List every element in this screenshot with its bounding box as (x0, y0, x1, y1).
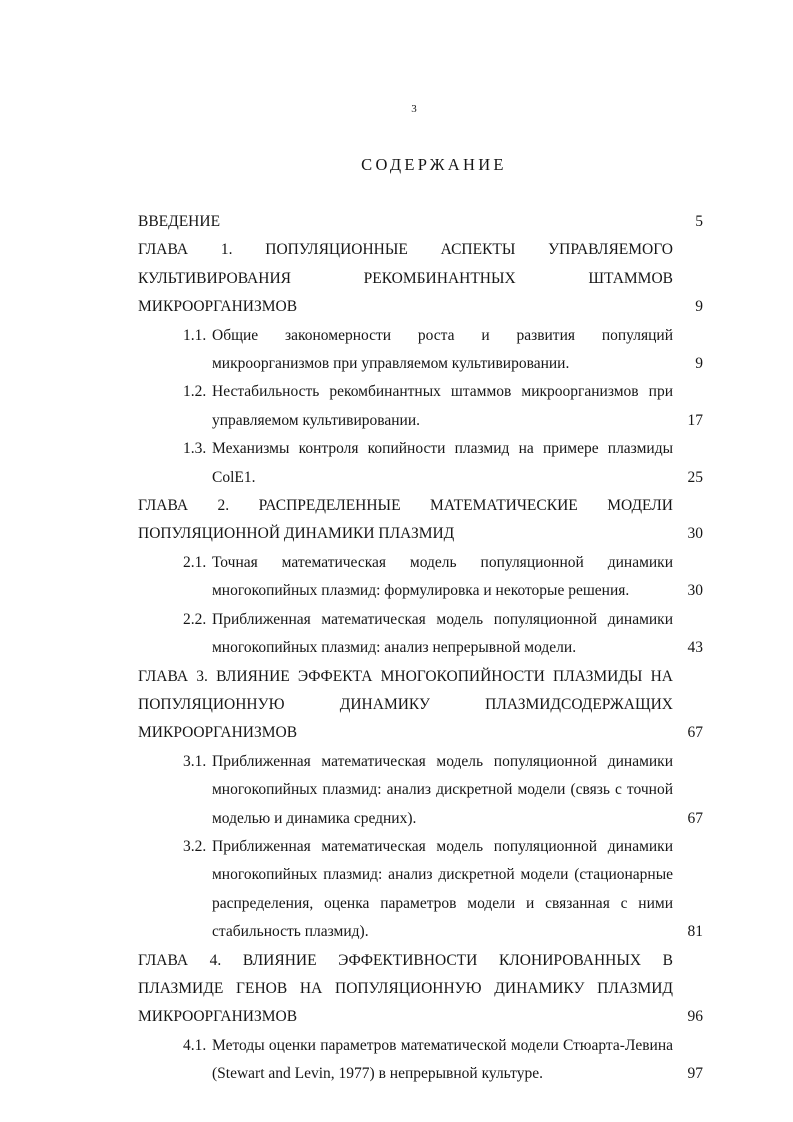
toc-entry-section-2-1 (0, 549, 793, 606)
toc-entry-number: 4.1. (183, 1036, 207, 1054)
toc-entry-chapter-3 (0, 663, 793, 748)
toc-entry-text: Приближенная математическая модель популяционной динамики многокопийных плазмид: анализ непрерывной модели. (212, 610, 673, 657)
toc-entry-page: 67 (687, 724, 703, 742)
toc-entry-page: 25 (687, 468, 703, 486)
toc-entry-text: Приближенная математическая модель популяционной динамики многокопийных плазмид: анализ дискретной модели (стационарные распределения, оценка параметров модели и связанная с ними стабильность плазмид). (212, 837, 673, 941)
table-of-contents (0, 208, 793, 1089)
toc-entry-number: 1.3. (183, 440, 207, 458)
toc-entry-page: 81 (687, 923, 703, 941)
toc-entry-text: Общие закономерности роста и развития популяций микроорганизмов при управляемом культивировании. (212, 326, 673, 373)
toc-entry-text: ГЛАВА 2. РАСПРЕДЕЛЕННЫЕ МАТЕМАТИЧЕСКИЕ МОДЕЛИ ПОПУЛЯЦИОННОЙ ДИНАМИКИ ПЛАЗМИД (138, 497, 673, 543)
toc-entry-page: 67 (687, 809, 703, 827)
toc-entry-text: ГЛАВА 1. ПОПУЛЯЦИОННЫЕ АСПЕКТЫ УПРАВЛЯЕМОГО КУЛЬТИВИРОВАНИЯ РЕКОМБИНАНТНЫХ ШТАММОВ МИКРООРГАНИЗМОВ (138, 241, 673, 316)
toc-entry-page: 30 (687, 525, 703, 543)
toc-entry-section-3-1 (0, 748, 793, 833)
toc-entry-page: 17 (687, 411, 703, 429)
toc-entry-text: Приближенная математическая модель популяционной динамики многокопийных плазмид: анализ дискретной модели (связь с точной моделью и динамика средних). (212, 752, 673, 827)
toc-entry-page: 97 (687, 1065, 703, 1083)
toc-entry-page: 5 (695, 213, 703, 230)
toc-entry-number: 3.1. (183, 752, 207, 770)
toc-entry-chapter-4 (0, 947, 793, 1032)
toc-entry-text: ГЛАВА 4. ВЛИЯНИЕ ЭФФЕКТИВНОСТИ КЛОНИРОВАННЫХ В ПЛАЗМИДЕ ГЕНОВ НА ПОПУЛЯЦИОННУЮ ДИНАМИКУ ПЛАЗМИД МИКРООРГАНИЗМОВ (138, 951, 673, 1026)
toc-entry-text: Нестабильность рекомбинантных штаммов микроорганизмов при управляемом культивировании. (212, 383, 673, 429)
toc-entry-text: Механизмы контроля копийности плазмид на примере плазмиды ColE1. (212, 440, 673, 486)
toc-entry-number: 1.1. (183, 326, 207, 344)
toc-entry-section-3-2 (0, 833, 793, 947)
toc-entry-section-1-1 (0, 322, 793, 379)
toc-entry-chapter-2 (0, 492, 793, 549)
toc-entry-section-4-1 (0, 1032, 793, 1089)
toc-entry-chapter-1 (0, 236, 793, 321)
toc-entry-introduction (0, 208, 793, 236)
toc-entry-section-1-2 (0, 378, 793, 435)
toc-entry-page: 9 (695, 355, 703, 373)
page-number: 3 (411, 103, 417, 115)
page-title: СОДЕРЖАНИЕ (361, 155, 507, 174)
toc-entry-section-1-3 (0, 435, 793, 492)
toc-entry-text: ГЛАВА 3. ВЛИЯНИЕ ЭФФЕКТА МНОГОКОПИЙНОСТИ ПЛАЗМИДЫ НА ПОПУЛЯЦИОННУЮ ДИНАМИКУ ПЛАЗМИДСОДЕРЖАЩИХ МИКРООРГАНИЗМОВ (138, 667, 673, 742)
toc-entry-page: 43 (687, 639, 703, 657)
toc-entry-page: 30 (687, 582, 703, 600)
toc-entry-section-2-2 (0, 606, 793, 663)
toc-entry-text: ВВЕДЕНИЕ (138, 213, 221, 230)
toc-entry-number: 2.1. (183, 553, 207, 571)
toc-entry-text: Точная математическая модель популяционной динамики многокопийных плазмид: формулировка и некоторые решения. (212, 553, 673, 600)
toc-entry-text: Методы оценки параметров математической модели Стюарта-Левина (Stewart and Levin, 1977) в непрерывной культуре. (212, 1036, 673, 1083)
toc-entry-number: 2.2. (183, 610, 207, 628)
toc-entry-number: 3.2. (183, 837, 207, 855)
toc-entry-page: 9 (695, 298, 703, 316)
toc-entry-page: 96 (687, 1008, 703, 1026)
toc-entry-number: 1.2. (183, 383, 207, 401)
